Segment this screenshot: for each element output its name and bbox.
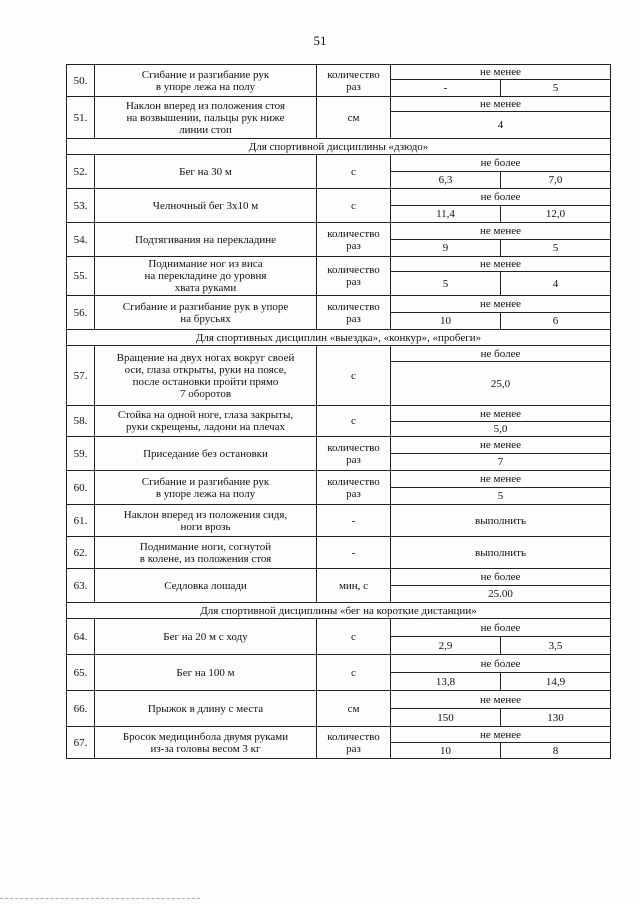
unit (317, 727, 391, 759)
row-number: 54. (67, 223, 95, 257)
norm-header: не менее (391, 691, 611, 709)
text-line: раз (346, 276, 361, 288)
unit (317, 189, 391, 223)
text-line: Сгибание и разгибание рук (141, 68, 270, 81)
scan-artifact-line (0, 898, 200, 900)
table-row (67, 189, 611, 206)
text-line: см (347, 702, 360, 715)
row-number: 60. (67, 471, 95, 505)
text-line: количество (327, 300, 380, 313)
norm-header: не менее (391, 437, 611, 454)
text-line: ноги врозь (180, 520, 231, 533)
text-line: раз (346, 80, 361, 93)
table-row (67, 619, 611, 637)
unit (317, 437, 391, 471)
exercise-name (95, 97, 317, 139)
text-line: Прыжок в длину с места (147, 702, 264, 715)
text-line: руки скрещены, ладони на плечах (126, 421, 285, 433)
norm-header: не менее (391, 223, 611, 240)
table-row (67, 537, 611, 569)
text-line: - (351, 514, 356, 527)
text-line: после остановки пройти прямо (132, 375, 279, 388)
unit (317, 406, 391, 437)
norm-value: 2,9 (391, 637, 501, 655)
norm-header: не менее (391, 406, 611, 422)
exercise-name (95, 223, 317, 257)
unit (317, 97, 391, 139)
text-line: с (351, 630, 356, 643)
text-line: количество (327, 68, 380, 81)
row-number: 50. (67, 65, 95, 97)
norm-header: не менее (391, 97, 611, 112)
text-line: раз (346, 742, 361, 755)
table-row (67, 655, 611, 673)
unit (317, 569, 391, 603)
norm-value: 3,5 (501, 637, 611, 655)
table-row (67, 97, 611, 112)
norm-header: не менее (391, 727, 611, 743)
exercise-name (95, 537, 317, 569)
text-line: с (351, 415, 356, 427)
text-line: с (351, 666, 356, 679)
text-line: Сгибание и разгибание рук (141, 475, 270, 488)
norm-header: не менее (391, 471, 611, 488)
norm-value: 5 (391, 488, 611, 505)
row-number: 64. (67, 619, 95, 655)
norm-header: выполнить (391, 505, 611, 537)
section-header-row (67, 603, 611, 619)
text-line: количество (327, 264, 380, 276)
norm-header: не менее (391, 257, 611, 272)
row-number: 59. (67, 437, 95, 471)
norm-value: 14,9 (501, 673, 611, 691)
text-line: с (351, 199, 356, 212)
norm-value: 5 (501, 240, 611, 257)
text-line: Наклон вперед из положения стоя (125, 99, 286, 112)
row-number: 65. (67, 655, 95, 691)
exercise-name (95, 471, 317, 505)
exercise-name (95, 189, 317, 223)
text-line: 7 оборотов (179, 387, 232, 400)
norm-header: не более (391, 569, 611, 586)
text-line: мин, с (338, 579, 369, 592)
exercise-name (95, 296, 317, 330)
text-line: количество (327, 475, 380, 488)
text-line: хвата руками (174, 282, 237, 294)
exercise-name (95, 437, 317, 471)
page-number: 51 (313, 33, 327, 48)
text-line: Бег на 20 м с ходу (163, 630, 248, 643)
exercise-name (95, 727, 317, 759)
norm-value: - (391, 80, 501, 97)
row-number: 67. (67, 727, 95, 759)
section-header-row (67, 139, 611, 155)
text-line: Бег на 100 м (176, 666, 235, 679)
text-line: на возвышении, пальцы рук ниже (126, 111, 285, 124)
text-line: Приседание без остановки (143, 447, 268, 460)
exercise-name (95, 406, 317, 437)
exercise-name (95, 619, 317, 655)
norm-value: 9 (391, 240, 501, 257)
text-line: из-за головы весом 3 кг (150, 742, 261, 755)
text-line: в упоре лежа на полу (155, 80, 256, 93)
norm-value: 12,0 (501, 206, 611, 223)
row-number: 63. (67, 569, 95, 603)
unit (317, 296, 391, 330)
table-row (67, 437, 611, 454)
exercise-name (95, 346, 317, 406)
text-line: см (347, 111, 360, 124)
table-row (67, 505, 611, 537)
row-number: 53. (67, 189, 95, 223)
unit (317, 65, 391, 97)
norm-value: 7,0 (501, 172, 611, 189)
exercise-name (95, 65, 317, 97)
text-line: в упоре лежа на полу (155, 487, 256, 500)
unit (317, 346, 391, 406)
unit (317, 655, 391, 691)
text-line: с (351, 369, 356, 382)
text-line: Сгибание и разгибание рук в упоре (122, 300, 289, 313)
text-line: оси, глаза открыты, руки на поясе, (124, 363, 287, 376)
norm-value: 25.00 (391, 586, 611, 603)
norm-value: 11,4 (391, 206, 501, 223)
norm-header: не менее (391, 65, 611, 80)
norm-value: 130 (501, 709, 611, 727)
text-line: Наклон вперед из положения сидя, (123, 508, 288, 521)
norm-value: 10 (391, 313, 501, 330)
unit (317, 155, 391, 189)
text-line: Стойка на одной ноге, глаза закрыты, (117, 409, 294, 421)
section-title: Для спортивной дисциплины «дзюдо» (67, 139, 611, 155)
text-line: Подтягивания на перекладине (135, 233, 276, 246)
table-row (67, 727, 611, 743)
row-number: 66. (67, 691, 95, 727)
exercise-name (95, 655, 317, 691)
table-row (67, 257, 611, 272)
norm-header: не более (391, 619, 611, 637)
norm-value: 5 (501, 80, 611, 97)
text-line: Бег на 30 м (179, 165, 232, 178)
row-number: 62. (67, 537, 95, 569)
norm-value: 10 (391, 743, 501, 759)
norm-value: 4 (501, 272, 611, 296)
norm-header: не более (391, 189, 611, 206)
unit (317, 505, 391, 537)
text-line: на перекладине до уровня (144, 270, 267, 282)
norm-value: 6,3 (391, 172, 501, 189)
norm-value: 5,0 (391, 422, 611, 437)
row-number: 56. (67, 296, 95, 330)
text-line: количество (327, 227, 380, 240)
row-number: 57. (67, 346, 95, 406)
text-line: Поднимание ноги, согнутой (139, 540, 272, 553)
exercise-name (95, 569, 317, 603)
exercise-name (95, 505, 317, 537)
text-line: с (351, 165, 356, 178)
norm-value: 4 (391, 112, 611, 139)
table-row (67, 296, 611, 313)
table-row (67, 346, 611, 362)
exercise-name (95, 691, 317, 727)
table-row (67, 569, 611, 586)
row-number: 52. (67, 155, 95, 189)
table-row (67, 65, 611, 80)
norm-header: выполнить (391, 537, 611, 569)
text-line: - (351, 546, 356, 559)
exercise-name (95, 257, 317, 296)
row-number: 61. (67, 505, 95, 537)
norm-header: не более (391, 155, 611, 172)
text-line: количество (327, 441, 380, 454)
row-number: 55. (67, 257, 95, 296)
text-line: Седловка лошади (164, 579, 247, 592)
text-line: раз (346, 453, 361, 466)
norm-value: 6 (501, 313, 611, 330)
norm-header: не более (391, 655, 611, 673)
norm-value: 7 (391, 454, 611, 471)
norm-header: не более (391, 346, 611, 362)
norm-header: не менее (391, 296, 611, 313)
text-line: в колене, из положения стоя (139, 552, 272, 565)
norm-value: 150 (391, 709, 501, 727)
unit (317, 471, 391, 505)
norm-value: 8 (501, 743, 611, 759)
unit (317, 619, 391, 655)
table-row (67, 471, 611, 488)
unit (317, 691, 391, 727)
row-number: 58. (67, 406, 95, 437)
table-row (67, 406, 611, 422)
table-row (67, 223, 611, 240)
section-header-row (67, 330, 611, 346)
text-line: Поднимание ног из виса (148, 258, 263, 270)
unit (317, 257, 391, 296)
standards-table (66, 64, 611, 759)
exercise-name (95, 155, 317, 189)
text-line: раз (346, 312, 361, 325)
norm-value: 5 (391, 272, 501, 296)
section-title: Для спортивной дисциплины «бег на короткие дистанции» (67, 603, 611, 619)
table-row (67, 691, 611, 709)
table-row (67, 155, 611, 172)
row-number: 51. (67, 97, 95, 139)
text-line: линии стоп (179, 123, 232, 136)
text-line: Вращение на двух ногах вокруг своей (116, 351, 295, 364)
norm-value: 13,8 (391, 673, 501, 691)
section-title: Для спортивных дисциплин «выездка», «конкур», «пробеги» (67, 330, 611, 346)
text-line: количество (327, 730, 380, 743)
text-line: раз (346, 487, 361, 500)
text-line: Бросок медицинбола двумя руками (122, 730, 289, 743)
unit (317, 223, 391, 257)
text-line: на брусьях (180, 312, 231, 325)
unit (317, 537, 391, 569)
text-line: Челночный бег 3x10 м (152, 199, 259, 212)
norm-value: 25,0 (391, 362, 611, 406)
text-line: раз (346, 239, 361, 252)
